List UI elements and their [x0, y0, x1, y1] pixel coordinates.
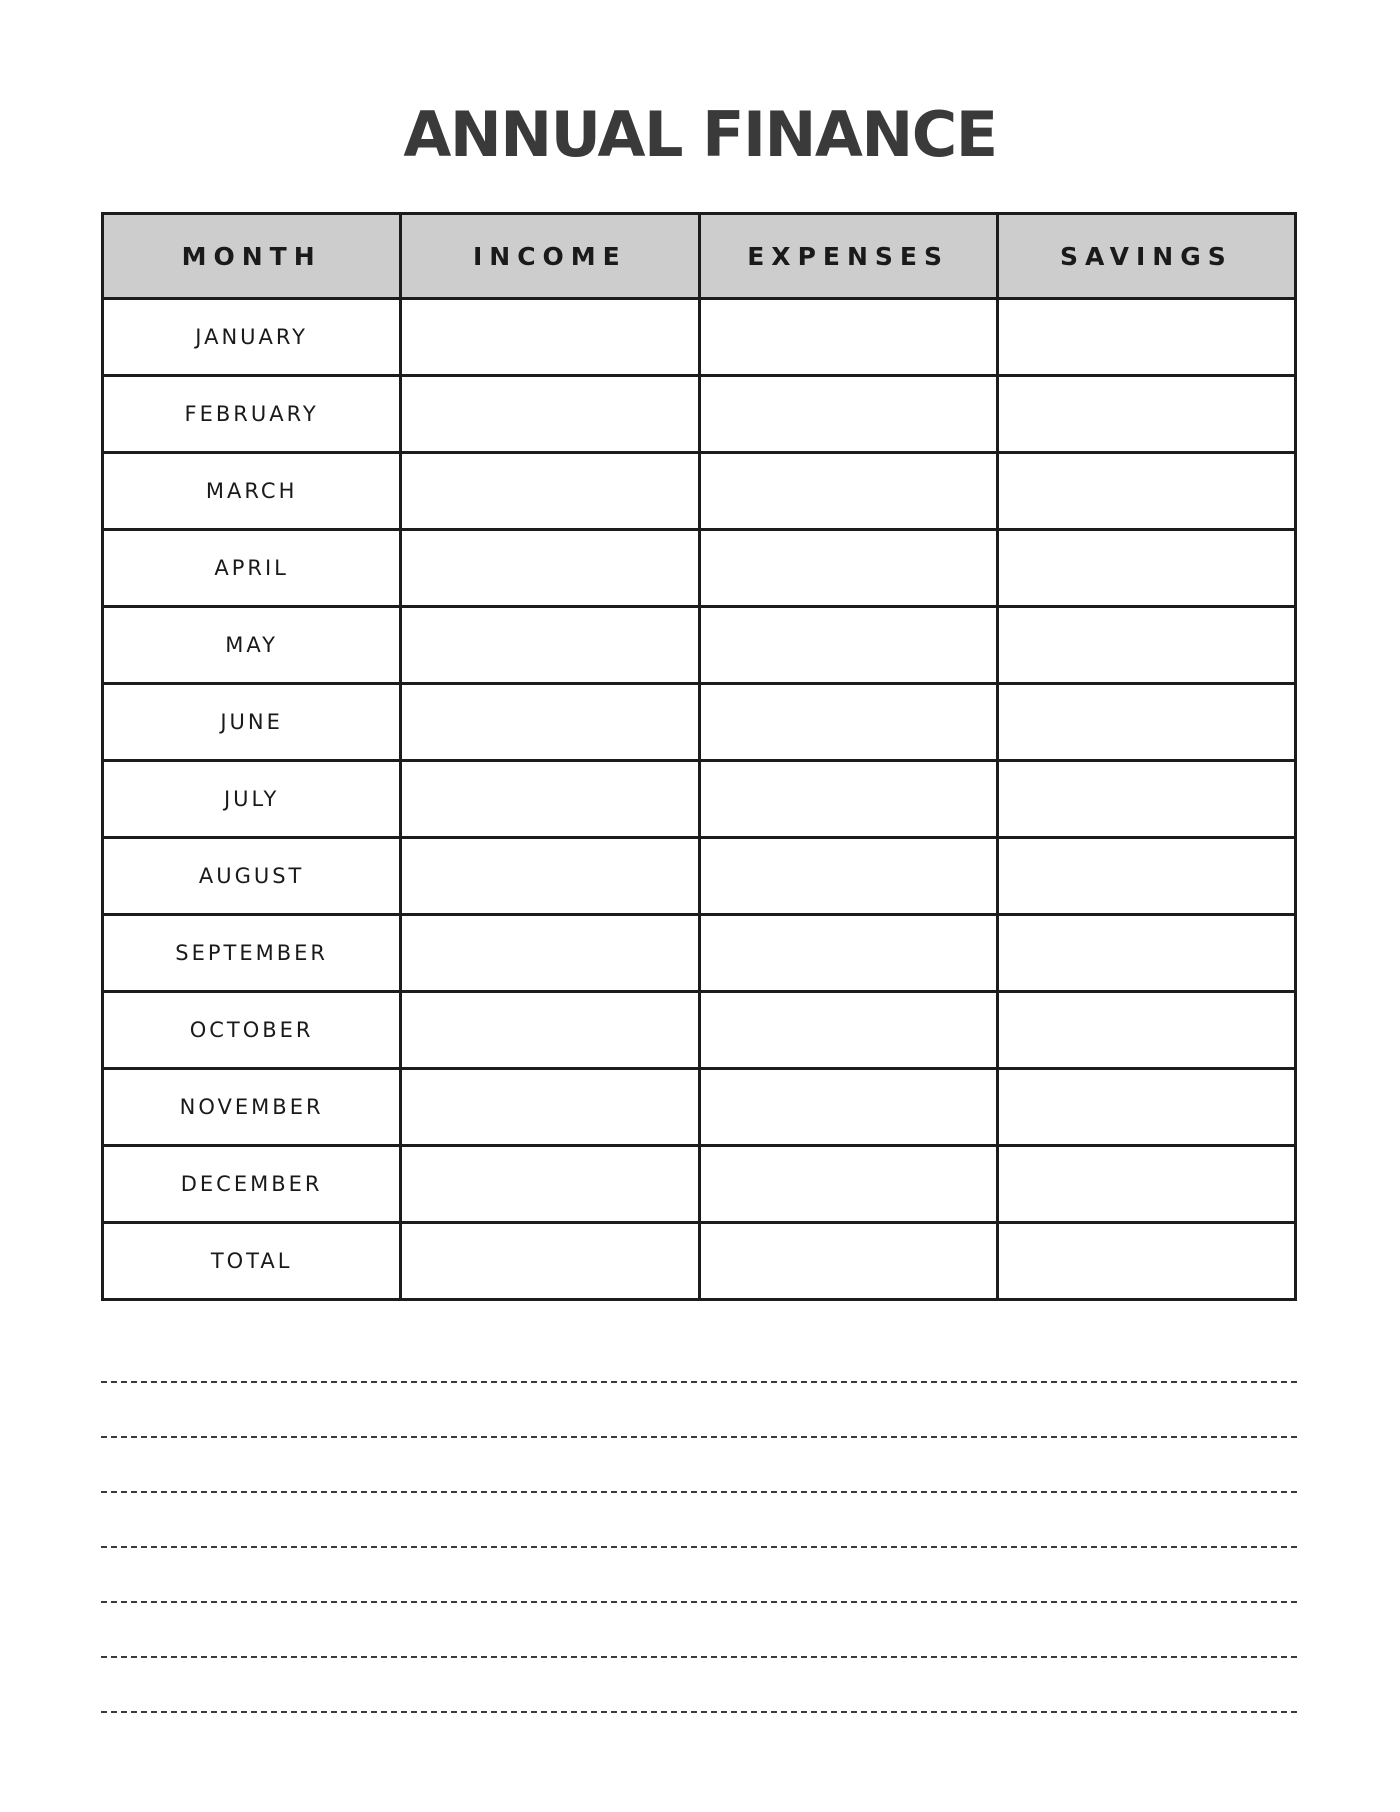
month-cell: OCTOBER	[103, 992, 401, 1069]
expenses-cell[interactable]	[699, 1223, 997, 1300]
expenses-cell[interactable]	[699, 376, 997, 453]
month-cell: JUNE	[103, 684, 401, 761]
savings-cell[interactable]	[997, 453, 1295, 530]
income-cell[interactable]	[401, 453, 699, 530]
income-cell[interactable]	[401, 992, 699, 1069]
note-line[interactable]	[101, 1436, 1297, 1491]
table-row	[103, 684, 1296, 761]
note-line[interactable]	[101, 1381, 1297, 1436]
savings-cell[interactable]	[997, 376, 1295, 453]
savings-cell[interactable]	[997, 684, 1295, 761]
table-row	[103, 376, 1296, 453]
month-cell: SEPTEMBER	[103, 915, 401, 992]
annual-finance-table	[101, 212, 1297, 1301]
savings-cell[interactable]	[997, 1223, 1295, 1300]
table-row	[103, 992, 1296, 1069]
savings-cell[interactable]	[997, 530, 1295, 607]
expenses-cell[interactable]	[699, 838, 997, 915]
table-row	[103, 761, 1296, 838]
table-header-row	[103, 214, 1296, 299]
column-header-month: MONTH	[103, 214, 401, 299]
expenses-cell[interactable]	[699, 453, 997, 530]
month-cell: JANUARY	[103, 299, 401, 376]
table-row	[103, 1223, 1296, 1300]
savings-cell[interactable]	[997, 299, 1295, 376]
expenses-cell[interactable]	[699, 1146, 997, 1223]
income-cell[interactable]	[401, 376, 699, 453]
table-row	[103, 1069, 1296, 1146]
note-line[interactable]	[101, 1491, 1297, 1546]
column-header-savings: SAVINGS	[997, 214, 1295, 299]
month-cell: TOTAL	[103, 1223, 401, 1300]
table-body	[103, 299, 1296, 1300]
table-row	[103, 530, 1296, 607]
income-cell[interactable]	[401, 761, 699, 838]
expenses-cell[interactable]	[699, 607, 997, 684]
table-row	[103, 838, 1296, 915]
table-row	[103, 299, 1296, 376]
month-cell: MARCH	[103, 453, 401, 530]
income-cell[interactable]	[401, 607, 699, 684]
expenses-cell[interactable]	[699, 992, 997, 1069]
savings-cell[interactable]	[997, 838, 1295, 915]
income-cell[interactable]	[401, 299, 699, 376]
savings-cell[interactable]	[997, 607, 1295, 684]
table-row	[103, 1146, 1296, 1223]
page-title: ANNUAL FINANCE	[403, 98, 997, 171]
savings-cell[interactable]	[997, 1069, 1295, 1146]
expenses-cell[interactable]	[699, 684, 997, 761]
column-header-income: INCOME	[401, 214, 699, 299]
month-cell: FEBRUARY	[103, 376, 401, 453]
month-cell: NOVEMBER	[103, 1069, 401, 1146]
month-cell: AUGUST	[103, 838, 401, 915]
table-row	[103, 607, 1296, 684]
table-row	[103, 453, 1296, 530]
month-cell: APRIL	[103, 530, 401, 607]
income-cell[interactable]	[401, 1069, 699, 1146]
note-line[interactable]	[101, 1656, 1297, 1711]
income-cell[interactable]	[401, 684, 699, 761]
expenses-cell[interactable]	[699, 915, 997, 992]
income-cell[interactable]	[401, 530, 699, 607]
income-cell[interactable]	[401, 838, 699, 915]
table-row	[103, 915, 1296, 992]
note-line[interactable]	[101, 1601, 1297, 1656]
savings-cell[interactable]	[997, 992, 1295, 1069]
note-line[interactable]	[101, 1711, 1297, 1766]
savings-cell[interactable]	[997, 1146, 1295, 1223]
expenses-cell[interactable]	[699, 299, 997, 376]
notes-section	[101, 1381, 1297, 1766]
note-line[interactable]	[101, 1546, 1297, 1601]
month-cell: DECEMBER	[103, 1146, 401, 1223]
expenses-cell[interactable]	[699, 1069, 997, 1146]
income-cell[interactable]	[401, 1146, 699, 1223]
savings-cell[interactable]	[997, 761, 1295, 838]
expenses-cell[interactable]	[699, 530, 997, 607]
month-cell: MAY	[103, 607, 401, 684]
expenses-cell[interactable]	[699, 761, 997, 838]
income-cell[interactable]	[401, 1223, 699, 1300]
income-cell[interactable]	[401, 915, 699, 992]
savings-cell[interactable]	[997, 915, 1295, 992]
month-cell: JULY	[103, 761, 401, 838]
column-header-expenses: EXPENSES	[699, 214, 997, 299]
